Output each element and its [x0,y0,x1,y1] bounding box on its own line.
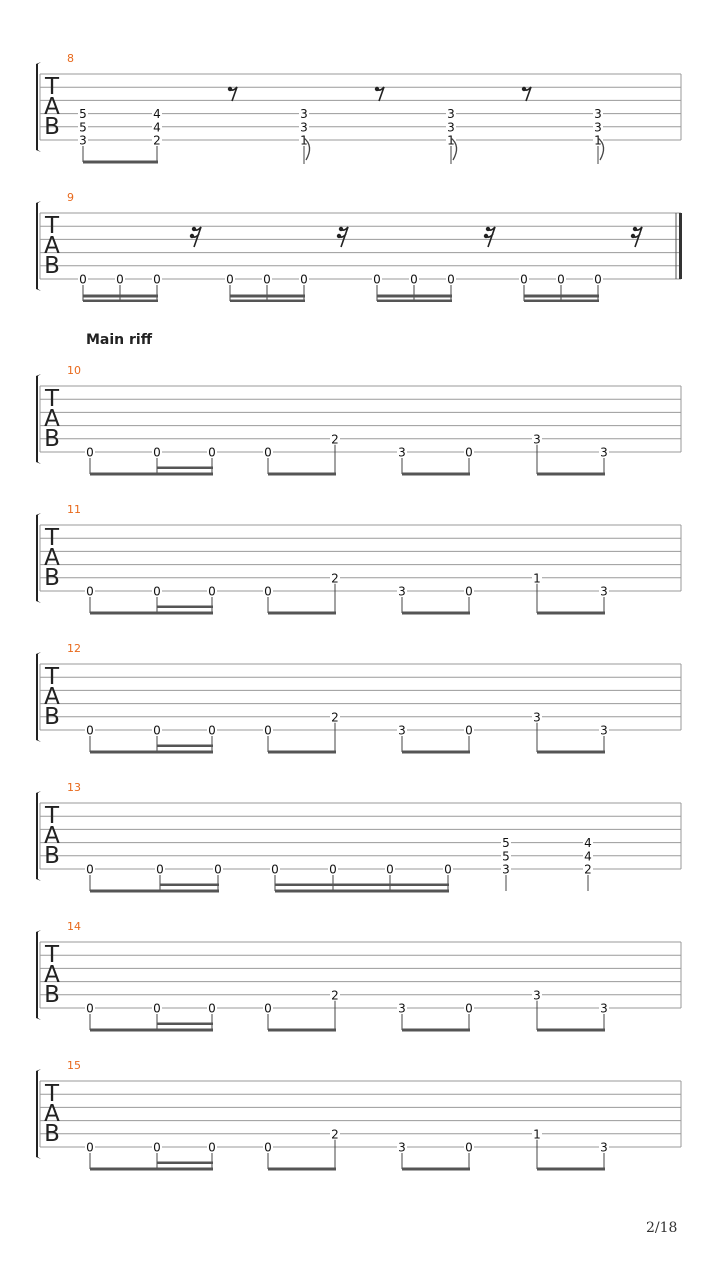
fret-number: 2 [331,1127,339,1142]
fret-number: 0 [208,1140,216,1155]
rest-dot [228,87,232,91]
tab-clef-letter: B [44,253,60,279]
fret-number: 0 [226,272,234,287]
note-beam [537,751,605,754]
tab-clef-letter: T [44,525,60,551]
tab-clef-letter: T [44,386,60,412]
fret-number: 0 [300,272,308,287]
fret-number: 0 [271,862,279,877]
measure-number: 13 [67,781,81,794]
fret-number: 0 [264,1140,272,1155]
fret-number: 3 [533,710,541,725]
fret-number: 1 [594,133,602,148]
tab-clef-letter: A [44,233,60,259]
fret-number: 0 [557,272,565,287]
fret-number: 0 [410,272,418,287]
note-beam [90,890,219,893]
measure-number: 15 [67,1059,81,1072]
note-beam [83,300,158,303]
fret-number: 3 [300,120,308,135]
fret-number: 0 [86,445,94,460]
fret-number: 4 [153,107,161,122]
tab-clef-letter: A [44,1101,60,1127]
fret-number: 0 [153,445,161,460]
fret-number: 3 [398,445,406,460]
tab-clef-letter: B [44,114,60,140]
fret-number: 0 [594,272,602,287]
note-beam [268,473,336,476]
fret-number: 0 [153,723,161,738]
fret-number: 3 [447,120,455,135]
rest-dot [486,227,490,231]
note-beam [377,300,452,303]
measure-number: 14 [67,920,81,933]
tab-clef-letter: A [44,94,60,120]
fret-number: 1 [533,571,541,586]
fret-number: 2 [153,133,161,148]
fret-number: 2 [331,710,339,725]
tab-clef-letter: B [44,704,60,730]
fret-number: 0 [447,272,455,287]
fret-number: 3 [398,723,406,738]
fret-number: 0 [86,1001,94,1016]
rest-dot [190,234,194,238]
note-beam [268,751,336,754]
tab-clef-letter: B [44,565,60,591]
page-number: 2/18 [646,1220,678,1236]
measure-number: 9 [67,191,74,204]
note-beam [157,1023,213,1026]
note-beam [157,606,213,609]
fret-number: 0 [373,272,381,287]
note-beam [537,612,605,615]
fret-number: 5 [502,849,510,864]
rest-dot [375,87,379,91]
fret-number: 0 [153,1001,161,1016]
final-barline [679,213,682,279]
note-beam [402,1168,470,1171]
note-beam [157,745,213,748]
fret-number: 0 [264,584,272,599]
fret-number: 3 [600,445,608,460]
note-beam [157,467,213,470]
tab-clef-letter: A [44,962,60,988]
fret-number: 3 [398,1001,406,1016]
fret-number: 0 [208,584,216,599]
note-beam [90,1168,213,1171]
rest-dot [337,234,341,238]
fret-number: 3 [600,1001,608,1016]
fret-number: 4 [153,120,161,135]
note-beam [90,473,213,476]
note-beam [230,295,305,298]
note-beam [377,295,452,298]
note-beam [230,300,305,303]
rest-dot [631,234,635,238]
fret-number: 0 [86,862,94,877]
tab-clef-letter: A [44,406,60,432]
tab-clef-letter: B [44,426,60,452]
fret-number: 3 [79,133,87,148]
note-beam [524,300,599,303]
note-beam [90,612,213,615]
rest-dot [484,234,488,238]
fret-number: 3 [533,432,541,447]
note-beam [268,612,336,615]
note-beam [275,884,449,887]
note-beam [90,1029,213,1032]
fret-number: 0 [329,862,337,877]
note-beam [268,1029,336,1032]
fret-number: 0 [156,862,164,877]
note-beam [275,890,449,893]
fret-number: 0 [263,272,271,287]
rest-dot [633,227,637,231]
tab-clef-letter: A [44,684,60,710]
note-beam [402,473,470,476]
fret-number: 0 [86,723,94,738]
note-beam [524,295,599,298]
note-beam [402,612,470,615]
fret-number: 0 [264,445,272,460]
tab-clef-letter: B [44,1121,60,1147]
fret-number: 0 [264,723,272,738]
fret-number: 3 [398,1140,406,1155]
fret-number: 5 [79,107,87,122]
fret-number: 3 [600,1140,608,1155]
tab-clef-letter: T [44,74,60,100]
fret-number: 3 [398,584,406,599]
tab-clef-letter: T [44,942,60,968]
fret-number: 2 [331,432,339,447]
rest-dot [522,87,526,91]
fret-number: 0 [264,1001,272,1016]
measure-number: 8 [67,52,74,65]
note-beam [83,161,158,164]
fret-number: 0 [386,862,394,877]
fret-number: 0 [208,723,216,738]
fret-number: 3 [594,107,602,122]
fret-number: 0 [465,1140,473,1155]
fret-number: 0 [465,1001,473,1016]
note-beam [537,1029,605,1032]
fret-number: 0 [444,862,452,877]
fret-number: 0 [465,723,473,738]
fret-number: 3 [594,120,602,135]
fret-number: 0 [465,584,473,599]
fret-number: 1 [533,1127,541,1142]
fret-number: 2 [584,862,592,877]
rest-dot [339,227,343,231]
fret-number: 0 [79,272,87,287]
tab-clef-letter: B [44,982,60,1008]
tab-clef-letter: A [44,545,60,571]
fret-number: 1 [447,133,455,148]
fret-number: 0 [208,445,216,460]
fret-number: 0 [214,862,222,877]
fret-number: 0 [520,272,528,287]
note-beam [160,884,219,887]
section-label: Main riff [86,332,153,348]
fret-number: 3 [533,988,541,1003]
fret-number: 3 [300,107,308,122]
tab-clef-letter: T [44,1081,60,1107]
fret-number: 0 [208,1001,216,1016]
fret-number: 5 [502,836,510,851]
fret-number: 0 [153,584,161,599]
fret-number: 0 [465,445,473,460]
measure-number: 11 [67,503,81,516]
fret-number: 0 [153,1140,161,1155]
fret-number: 0 [116,272,124,287]
fret-number: 3 [447,107,455,122]
tab-clef-letter: T [44,213,60,239]
fret-number: 4 [584,849,592,864]
fret-number: 3 [600,723,608,738]
fret-number: 0 [153,272,161,287]
note-beam [268,1168,336,1171]
fret-number: 5 [79,120,87,135]
tab-clef-letter: A [44,823,60,849]
rest-dot [192,227,196,231]
tab-clef-letter: B [44,843,60,869]
fret-number: 2 [331,988,339,1003]
measure-number: 10 [67,364,81,377]
note-beam [402,1029,470,1032]
note-beam [83,295,158,298]
note-beam [402,751,470,754]
fret-number: 0 [86,1140,94,1155]
note-beam [537,473,605,476]
fret-number: 3 [502,862,510,877]
tab-clef-letter: T [44,803,60,829]
fret-number: 3 [600,584,608,599]
tab-clef-letter: T [44,664,60,690]
note-beam [90,751,213,754]
measure-number: 12 [67,642,81,655]
note-beam [537,1168,605,1171]
fret-number: 4 [584,836,592,851]
fret-number: 2 [331,571,339,586]
fret-number: 0 [86,584,94,599]
note-beam [157,1162,213,1165]
fret-number: 1 [300,133,308,148]
